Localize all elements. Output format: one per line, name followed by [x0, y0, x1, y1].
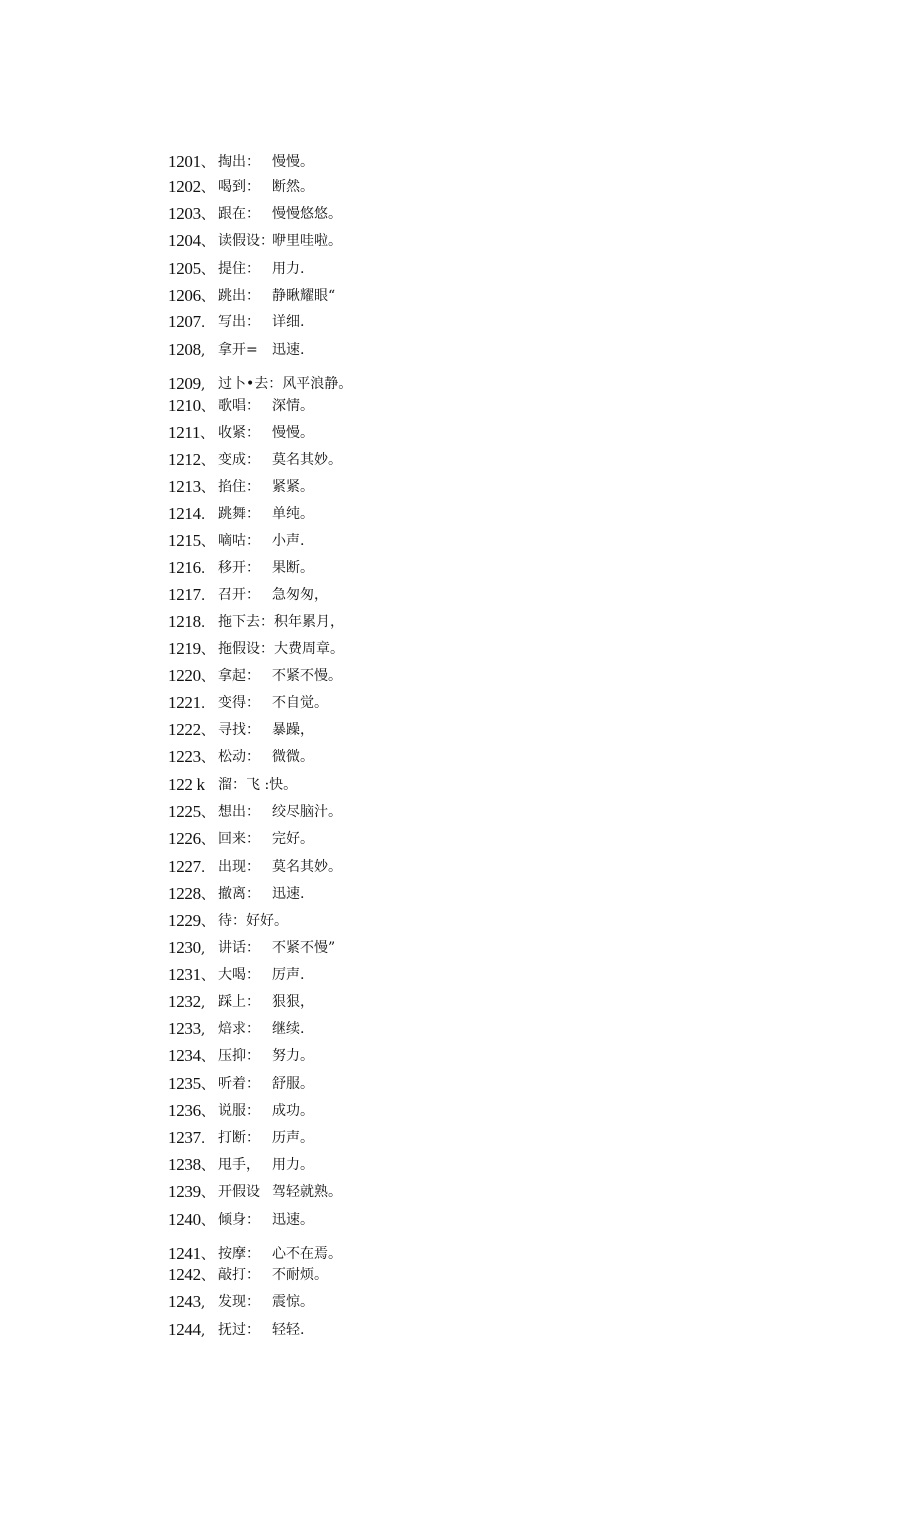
entry-number: 1220	[168, 666, 201, 685]
entry-number: 1218	[168, 612, 201, 631]
entry-verb: 歌唱：	[218, 398, 260, 414]
entry-verb: 变成：	[218, 452, 260, 468]
entry-separator: 、	[200, 180, 215, 196]
list-item	[168, 502, 314, 526]
entry-number: 1231	[168, 965, 201, 984]
entry-adverb: 暴躁，	[272, 722, 314, 738]
entry-separator: 、	[200, 289, 215, 305]
list-item	[168, 1126, 314, 1150]
entry-verb: 跟在：	[218, 206, 260, 222]
entry-number: 1222	[168, 720, 201, 739]
entry-adverb: 不紧不慢。	[272, 668, 342, 684]
entry-number: 1217	[168, 585, 201, 604]
list-item	[168, 1099, 314, 1123]
entry-number: 1236	[168, 1101, 201, 1120]
entry-separator: 、	[200, 1104, 215, 1120]
list-item	[168, 175, 314, 199]
entry-separator: 、	[200, 968, 215, 984]
entry-number: 1241	[168, 1244, 201, 1263]
entry-separator: 、	[200, 723, 215, 739]
entry-separator: 、	[200, 262, 215, 278]
entry-number: 1213	[168, 477, 201, 496]
entry-verb: 收紧：	[218, 425, 260, 441]
entry-separator: 、	[200, 642, 215, 658]
entry-number: 1225	[168, 802, 201, 821]
entry-separator: 、	[200, 1268, 215, 1284]
list-item	[168, 1263, 328, 1287]
list-item	[168, 990, 314, 1014]
list-item	[168, 691, 328, 715]
entry-verb: 大喝：	[218, 967, 260, 983]
entry-separator: 、	[200, 669, 215, 685]
entry-verb: 待：好好。	[218, 913, 288, 929]
entry-adverb: 断然。	[272, 179, 314, 195]
entry-number: 1201	[168, 152, 201, 171]
entry-adverb: 狠狠，	[272, 994, 314, 1010]
list-item	[168, 909, 288, 933]
list-item	[168, 718, 314, 742]
list-item	[168, 421, 314, 445]
list-item	[168, 529, 305, 553]
entry-verb: 拖假设：大费周章。	[218, 641, 344, 657]
entry-verb: 溜：飞 :快。	[218, 777, 298, 793]
entry-adverb: 成功。	[272, 1103, 314, 1119]
entry-verb: 嘀咕：	[218, 533, 260, 549]
entry-adverb: 用力。	[272, 1157, 314, 1173]
list-item	[168, 745, 314, 769]
entry-adverb: 轻轻.	[272, 1322, 305, 1338]
entry-separator: 、	[200, 1247, 215, 1263]
entry-adverb: 深情。	[272, 398, 314, 414]
entry-adverb: 慢慢。	[272, 154, 314, 170]
list-item	[168, 664, 342, 688]
entry-adverb: 历声。	[272, 1130, 314, 1146]
entry-verb: 听着：	[218, 1076, 260, 1092]
entry-number: 1226	[168, 829, 201, 848]
list-item	[168, 583, 328, 607]
entry-adverb: 心不在焉。	[272, 1246, 342, 1262]
entry-adverb: 静瞅耀眼“	[272, 288, 336, 304]
entry-verb: 掏出：	[218, 154, 260, 170]
entry-number: 1244	[168, 1320, 201, 1339]
entry-separator: 、	[200, 1077, 215, 1093]
entry-number: 1203	[168, 204, 201, 223]
entry-number: 1207	[168, 312, 201, 331]
entry-adverb: 果断。	[272, 560, 314, 576]
entry-number: 1230	[168, 938, 201, 957]
entry-number: 1237	[168, 1128, 201, 1147]
entry-separator: 、	[200, 832, 215, 848]
entry-verb: 焙求：	[218, 1021, 260, 1037]
entry-verb: 讲话：	[218, 940, 260, 956]
entry-verb: 掐住：	[218, 479, 260, 495]
entry-separator: 、	[200, 234, 215, 250]
list-item	[168, 556, 314, 580]
entry-number: 1219	[168, 639, 201, 658]
entry-separator: 、	[200, 399, 215, 415]
entry-adverb: 咿里哇啦。	[272, 233, 342, 249]
entry-adverb: 不紧不慢”	[272, 940, 336, 956]
list-item	[168, 202, 342, 226]
list-item	[168, 637, 344, 661]
entry-number: 1240	[168, 1210, 201, 1229]
list-item	[168, 610, 344, 634]
list-item	[168, 855, 342, 879]
entry-separator: .	[200, 561, 206, 577]
list-item	[168, 475, 314, 499]
entry-verb: 变得：	[218, 695, 260, 711]
entry-number: 1215	[168, 531, 201, 550]
entry-number: 1227	[168, 857, 201, 876]
entry-adverb: 慢慢。	[272, 425, 314, 441]
entry-number: 1211	[168, 423, 201, 442]
entry-separator: 、	[200, 1213, 215, 1229]
entry-verb: 跳出：	[218, 288, 260, 304]
entry-adverb: 努力。	[272, 1048, 314, 1064]
entry-verb: 提住：	[218, 261, 260, 277]
entry-separator: ,	[200, 941, 206, 957]
list-item	[168, 773, 298, 797]
entry-separator: 、	[200, 1185, 215, 1201]
entry-number: 1234	[168, 1046, 201, 1065]
entry-verb: 按摩：	[218, 1246, 260, 1262]
entry-verb: 开假设	[218, 1184, 260, 1200]
entry-adverb: 迅速.	[272, 886, 305, 902]
entry-adverb: 迅速.	[272, 342, 305, 358]
entry-verb: 召开：	[218, 587, 260, 603]
entry-separator: 、	[200, 480, 215, 496]
entry-verb: 拿起：	[218, 668, 260, 684]
list-item	[168, 1180, 342, 1204]
entry-verb: 撤离：	[218, 886, 260, 902]
entry-verb: 想出：	[218, 804, 260, 820]
entry-adverb: 舒服。	[272, 1076, 314, 1092]
entry-number: 1232	[168, 992, 201, 1011]
list-item	[168, 1318, 305, 1342]
entry-adverb: 用力.	[272, 261, 305, 277]
entry-verb: 倾身：	[218, 1212, 260, 1228]
entry-separator: .	[200, 315, 206, 331]
entry-separator: .	[200, 696, 206, 712]
list-item	[168, 1044, 314, 1068]
entry-adverb: 莫名其妙。	[272, 452, 342, 468]
entry-verb: 喝到：	[218, 179, 260, 195]
entry-separator: ,	[200, 1022, 206, 1038]
entry-adverb: 震惊。	[272, 1294, 314, 1310]
entry-verb: 打断：	[218, 1130, 260, 1146]
entry-number: 1204	[168, 231, 201, 250]
list-item	[168, 338, 305, 362]
entry-adverb: 小声.	[272, 533, 305, 549]
entry-separator: 、	[200, 750, 215, 766]
entry-verb: 踩上：	[218, 994, 260, 1010]
entry-separator: 、	[200, 155, 215, 171]
list-item	[168, 1072, 314, 1096]
entry-adverb: 慢慢悠悠。	[272, 206, 342, 222]
entry-separator: 、	[200, 1049, 215, 1065]
entry-number: 1223	[168, 747, 201, 766]
entry-adverb: 不耐烦。	[272, 1267, 328, 1283]
entry-verb: 过卜•去：风平浪静。	[218, 376, 353, 392]
entry-number: 1202	[168, 177, 201, 196]
entry-number: 1206	[168, 286, 201, 305]
entry-number: 1228	[168, 884, 201, 903]
entry-verb: 压抑：	[218, 1048, 260, 1064]
entry-separator: 、	[200, 426, 215, 442]
entry-adverb: 迅速。	[272, 1212, 314, 1228]
list-item	[168, 1017, 305, 1041]
entry-adverb: 急匆匆，	[272, 587, 328, 603]
list-item	[168, 827, 314, 851]
entry-number: 1242	[168, 1265, 201, 1284]
list-item	[168, 1208, 314, 1232]
list-item	[168, 310, 305, 334]
entry-adverb: 单纯。	[272, 506, 314, 522]
entry-separator: 、	[200, 534, 215, 550]
entry-verb: 寻找：	[218, 722, 260, 738]
entry-number: 1216	[168, 558, 201, 577]
entry-separator: ,	[200, 1323, 206, 1339]
entry-number: 1221	[168, 693, 201, 712]
entry-separator: 、	[200, 914, 215, 930]
list-item	[168, 229, 342, 253]
entry-separator: ,	[200, 1295, 206, 1311]
entry-separator: 、	[200, 1158, 215, 1174]
entry-verb: 写出：	[218, 314, 260, 330]
list-item	[168, 882, 305, 906]
entry-separator: 、	[200, 453, 215, 469]
entry-number: 1235	[168, 1074, 201, 1093]
list-item	[168, 963, 305, 987]
entry-adverb: 驾轻就熟。	[272, 1184, 342, 1200]
entry-number: 1208	[168, 340, 201, 359]
entry-number: 122 k	[168, 775, 205, 794]
list-item	[168, 1290, 314, 1314]
entry-verb: 拖下去：积年累月，	[218, 614, 344, 630]
entry-verb: 读假设：	[218, 233, 274, 249]
entry-verb: 拿开=	[218, 342, 258, 358]
entry-verb: 出现：	[218, 859, 260, 875]
entry-separator: .	[200, 860, 206, 876]
entry-separator: .	[200, 615, 206, 631]
list-item	[168, 800, 342, 824]
entry-separator: ,	[200, 995, 206, 1011]
entry-adverb: 不自觉。	[272, 695, 328, 711]
entry-separator: .	[200, 507, 206, 523]
entry-number: 1243	[168, 1292, 201, 1311]
entry-verb: 移开：	[218, 560, 260, 576]
list-item	[168, 394, 314, 418]
entry-separator: .	[200, 1131, 206, 1147]
entry-number: 1214	[168, 504, 201, 523]
entry-number: 1209	[168, 374, 201, 393]
list-item	[168, 257, 305, 281]
entry-verb: 回来：	[218, 831, 260, 847]
list-item	[168, 448, 342, 472]
entry-adverb: 绞尽脑汁。	[272, 804, 342, 820]
list-item	[168, 150, 314, 174]
entry-verb: 敲打：	[218, 1267, 260, 1283]
entry-separator: 、	[200, 887, 215, 903]
list-item	[168, 372, 353, 396]
list-item	[168, 1153, 314, 1177]
entry-number: 1239	[168, 1182, 201, 1201]
entry-separator: ,	[200, 377, 206, 393]
entry-adverb: 紧紧。	[272, 479, 314, 495]
entry-number: 1229	[168, 911, 201, 930]
entry-verb: 松动：	[218, 749, 260, 765]
entry-adverb: 厉声.	[272, 967, 305, 983]
entry-adverb: 完好。	[272, 831, 314, 847]
entry-separator: ,	[200, 343, 206, 359]
entry-adverb: 莫名其妙。	[272, 859, 342, 875]
entry-separator: 、	[200, 207, 215, 223]
entry-number: 1210	[168, 396, 201, 415]
entry-number: 1205	[168, 259, 201, 278]
entry-adverb: 详细.	[272, 314, 305, 330]
entry-separator: .	[200, 588, 206, 604]
entry-verb: 跳舞：	[218, 506, 260, 522]
entry-adverb: 微微。	[272, 749, 314, 765]
entry-verb: 甩手，	[218, 1157, 260, 1173]
entry-verb: 说服：	[218, 1103, 260, 1119]
entry-number: 1238	[168, 1155, 201, 1174]
entry-number: 1212	[168, 450, 201, 469]
list-item	[168, 936, 336, 960]
entry-verb: 抚过：	[218, 1322, 260, 1338]
entry-adverb: 继续.	[272, 1021, 305, 1037]
entry-verb: 发现：	[218, 1294, 260, 1310]
entry-separator: 、	[200, 805, 215, 821]
entry-number: 1233	[168, 1019, 201, 1038]
list-item	[168, 284, 336, 308]
